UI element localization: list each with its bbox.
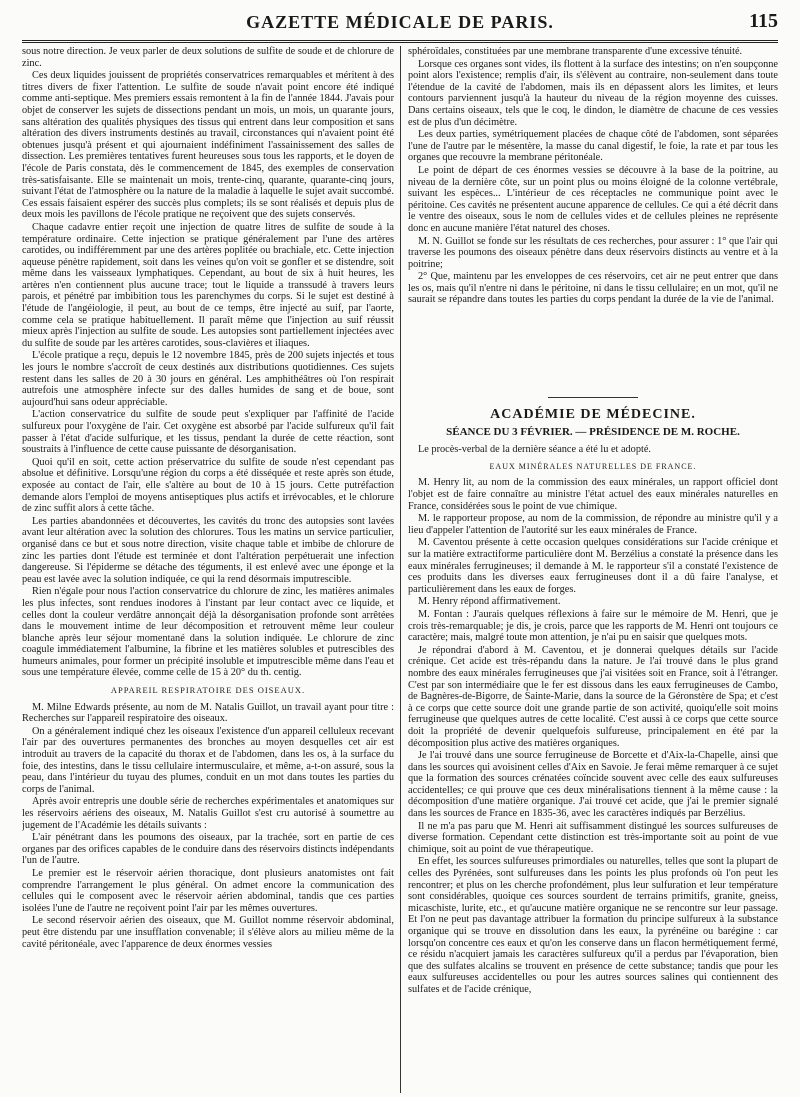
paragraph: Le second réservoir aérien des oiseaux, que M. Guillot nomme réservoir abdominal, peut être distendu par une insufflation convenable; il s'élève alors au milieu même de la cavité péritonéale, avec l'apparence de deux énormes vessies [22,915,394,950]
paragraph: Il ne m'a pas paru que M. Henri ait suffisamment distingué les sources sulfureuses de diverse formation. Cependant cette distinction est très-importante soit au point de vue chimique, soit au point de vue thérapeutique. [408,820,778,855]
paragraph: M. Henry répond affirmativement. [418,596,561,608]
paragraph: M. N. Guillot se fonde sur les résultats de ces recherches, pour assurer : 1° que l'air qui traverse les poumons des oiseaux pénètre dans deux réservoirs distincts au ventre et à la poitrine; [408,235,778,270]
subsection-heading: EAUX MINÉRALES NATURELLES DE FRANCE. [489,461,697,471]
paragraph: Ces deux liquides jouissent de propriétés conservatrices remarquables et méritent à des titres divers de fixer l'attention. Le sulfite de soude n'avait point encore été indiqué comme anti-septique. Mes premiers essais remontent à la fin de l'année 1844. J'avais pour objet de conserver les sujets de dissections pendant un mois, un mois, un quarante jours, sans altération des qualités physiques des tissus qui entrent dans leur composition et sans altération des divers instruments destinés au travail, circonstances qui n'avaient point été obtenues jusqu'à présent et qui ajournaient indéfiniment l'assainissement des salles de dissection. Les premières tentatives furent heureuses sous tous les rapports, et le doyen de l'école de Paris constata, dès le commencement de 1845, des exemples de conservation très-satisfaisante. Elle se maintenait un mois, trente-cinq, quarante, quarante-cinq jours, suivant l'état de l'atmosphère ou la nature de la maladie à laquelle le sujet avait succombé. Ces essais faisaient espérer des succès plus complets; ils se sont réalisés et depuis plus de deux mois les pavillons de l'école pratique ne reçoivent que des sujets conservés. [22,70,394,221]
paragraph: Le premier est le réservoir aérien thoracique, dont plusieurs anatomistes ont fait comprendre l'arrangement le plus général. On admet encore la communication des cellules qui le composent avec le réservoir aérien abdominal, tandis que ces parties isolées l'une de l'autre ne reçoivent point l'air par les mêmes ouvertures. [22,867,394,914]
paragraph: Rien n'égale pour nous l'action conservatrice du chlorure de zinc, les matières animales les plus infectes, sont rendues inodores à l'instant par leur contact avec ce liquide, et celles dont la couleur verdâtre annonçait déjà la désorganisation profonde sont arrêtées dans le mouvement intime de leur décomposition et retrouvent même leur couleur blanche après leur séjour momentané dans la solution indiquée. Le chlorure de zinc coagule immédiatement l'albumine, la fibrine et les matières solubles et putrescibles des humeurs animales, pour former un précipité insoluble et imputrescible même dans l'eau et sous une température élevée, comme celle de 15 à 20° du th. centig. [22,586,394,679]
paragraph: M. Henry lit, au nom de la commission des eaux minérales, un rapport officiel dont l'objet est de faire connaître au ministre l'état actuel des eaux minérales naturelles en France, considérées sous le point de vue chimique. [408,477,778,512]
right-column [408,46,778,1093]
paragraph: 2° Que, maintenu par les enveloppes de ces réservoirs, cet air ne peut entrer que dans les os, mais qu'il n'entre ni dans le péritoine, ni dans le tissu cellulaire; en un mot, qu'il ne saurait se répandre dans toutes les parties du corps pendant la durée de la vie de l'animal. [408,271,778,306]
blank-space [408,307,778,387]
paragraph: Lorsque ces organes sont vides, ils flottent à la surface des intestins; on n'en soupçonne point alors l'existence; remplis d'air, ils s'élèvent au contraire, non-seulement dans toute l'étendue de la cavité de l'abdomen, mais ils en dépassent alors les limites, et leurs contours parviennent jusqu'à la hauteur du niveau de la région moyenne des cuisses. Dans certains oiseaux, tels que le coq, le dindon, le diamètre de chacune de ces vessies est de plus d'un décimètre. [408,58,778,128]
paragraph: sous notre direction. Je veux parler de deux solutions de sulfite de soude et de chlorure de zinc. [22,46,394,69]
paragraph: Les parties abandonnées et découvertes, les cavités du tronc des autopsies sont lavées avant leur altération avec la solution des chlorures. Tous les matins un service particulier, organisé dans ce but et sous notre direction, visite chaque table et imbibe de chlorure de zinc les parties dont l'étude est terminée et dont l'altération perpétuerait une infection dangereuse. Si l'épiderme se détache des téguments, il est enlevé avec une éponge et la peau est lavée avec la solution indiquée, ce qui la rend désormais imputrescible. [22,515,394,585]
paragraph: On a généralement indiqué chez les oiseaux l'existence d'un appareil celluleux recevant l'air par des ouvertures permanentes des bronches au moyen desquelles cet air est introduit au travers de la capacité du thorax et de l'abdomen, dans les os, à la surface du foie, des intestins, dans le tissu cellulaire intermusculaire, et même, a-t-on assuré, sous la peau, dans l'intérieur du tuyau des plumes, conduit en un mot dans toutes les parties du corps de l'animal. [22,725,394,795]
section-heading: APPAREIL RESPIRATOIRE DES OISEAUX. [110,685,306,696]
left-column [22,46,394,1093]
paragraph: Je l'ai trouvé dans une source ferrugineuse de Borcette et d'Aix-la-Chapelle, ainsi que dans les sources qui avoisinent celles d'Aix en Savoie. Je ferai même remarquer à ce sujet que la formation des sources crénatées coïncide souvent avec celle des eaux sulfureuses accidentelles; ce qui prouve que ces deux minéralisations tiennent à la même cause : la décomposition d'une matière organique. J'ai trouvé cet acide, que j'ai le premier signalé dans les sources de France en 1835-36, avec les caractères indiqués par Berzélius. [408,750,778,820]
paragraph: Le point de départ de ces énormes vessies se découvre à la base de la poitrine, au niveau de la dernière côte, sur un point plus ou moins éloigné de la colonne vertébrale, suivant les espèces... L'intérieur de ces réceptacles ne communique point avec le péritoine. Ces cavités ne présentent aucune apparence de cellules. Ce qui a été décrit dans le ventre des oiseaux, sous le nom de cellules vides et de cellules pleines ne représente donc en aucune manière l'état naturel des choses. [408,164,778,234]
page-header [22,10,778,43]
paragraph: L'action conservatrice du sulfite de soude peut s'expliquer par l'affinité de l'acide sulfureux pour l'oxygène de l'air. Cet oxygène est absorbé par l'acide sulfureux qu'il fait passer à l'état d'acide sulfurique, et les tissus, pendant la durée de cette réaction, sont soustraits à l'influence de cette cause puissante de désorganisation. [22,409,394,456]
paragraph: Le procès-verbal de la dernière séance a été lu et adopté. [418,444,651,456]
paragraph: M. le rapporteur propose, au nom de la commission, de répondre au ministre qu'il y a lieu d'appeler l'attention de l'autorité sur les eaux minérales de France. [408,513,778,536]
paragraph: M. Fontan : J'aurais quelques réflexions à faire sur le mémoire de M. Henri, que je crois très-remarquable; je dis, je crois, parce que les rapports de M. Henri ont toujours ce caractère; mais, malgré toute mon attention, je n'ai pu en saisir que quelques mots. [408,608,778,644]
paragraph: sphéroïdales, constituées par une membrane transparente d'une excessive ténuité. [408,46,743,57]
paragraph: Je répondrai d'abord à M. Caventou, et je donnerai quelques détails sur l'acide crénique. Cet acide est très-répandu dans la nature. Je l'ai trouvé dans le plus grand nombre des eaux minérales ferrugineuses que j'ai visitées soit en France, soit à l'étranger. C'est par son intermédiaire que le fer est dissous dans les eaux ferrugineuses de Cambo, de Bagnères-de-Bigorre, de Sainte-Marie, dans la source de la Géronstère de Spa; et c'est à ce corps que cette source doit une grande partie de son activité, quoiqu'elle soit moins ferrugineuse que quelques autres de cette localité. C'est aussi à ce corps que cette source doit la propriété de devenir quelquefois sulfureuse, principalement en été par la décomposition plus active des matières organiques. [408,644,778,749]
paragraph: M. Milne Edwards présente, au nom de M. Natalis Guillot, un travail ayant pour titre : Recherches sur l'appareil respiratoire des oiseaux. [22,701,394,725]
paragraph: Quoi qu'il en soit, cette action préservatrice du sulfite de soude n'est cependant pas absolue et définitive. Lorsqu'une région du corps a été disséquée et reste après son étude, exposée au contact de l'air, elle s'altère au bout de 10 à 15 jours. Cette putréfaction demande alors l'emploi de moyens antiseptiques plus actifs et irrévocables, et le chlorure de zinc suffit alors à cette tâche. [22,456,394,515]
paragraph: L'air pénétrant dans les poumons des oiseaux, par la trachée, sort en partie de ces organes par des orifices capables de le conduire dans des réservoirs distincts indépendants l'un de l'autre. [22,832,394,867]
paragraph: L'école pratique a reçu, depuis le 12 novembre 1845, près de 200 sujets injectés et tous les jours le nombre s'accroît de ceux destinés aux distributions quotidiennes. Ces sujets restent dans les salles de 20 à 30 jours en général. Les amphithéâtres où l'on respirait autrefois une atmosphère infecte sur des dalles humides de sang et de boue, sont aujourd'hui sans odeur appréciable. [22,350,394,408]
paragraph: Les deux parties, symétriquement placées de chaque côté de l'abdomen, sont séparées l'une de l'autre par le mésentère, la masse du canal digestif, le foie, la rate et par tous les organes que recouvre la membrane péritonéale. [408,129,778,164]
journal-title: GAZETTE MÉDICALE DE PARIS. [246,12,554,32]
session-heading: SÉANCE DU 3 FÉVRIER. — PRÉSIDENCE DE M. ROCHE. [446,425,740,438]
paragraph: Après avoir entrepris une double série de recherches expérimentales et anatomiques sur les réservoirs aériens des oiseaux, M. Natalis Guillot s'est cru autorisé à soumettre au jugement de l'Académie les détails suivants : [22,796,394,831]
section-title: ACADÉMIE DE MÉDECINE. [490,407,696,423]
paragraph: M. Caventou présente à cette occasion quelques considérations sur l'acide crénique et sur la matière extractiforme particulière dont M. Berzélius a constaté la présence dans les eaux minérales ferrugineuses; il demande à M. le rapporteur s'il a constaté l'existence de ces produits dans les diverses eaux ferrugineuses dont il a dû faire l'analyse, et particulièrement dans les eaux de forges. [408,537,778,595]
paragraph: Chaque cadavre entier reçoit une injection de quatre litres de sulfite de soude à la température ordinaire. Cette injection se pratique généralement par l'une des artères carotides, ou indifféremment par une des artères poplitée ou brachiale, etc. Cette injection aqueuse pénètre rapidement, soit dans les veines qu'on voit se gonfler et se distendre, soit même dans les vaisseaux lymphatiques. Cependant, au bout de six à huit heures, les artères n'en contiennent plus aucune trace; tout le liquide a transsudé à travers leurs parois, et pénétré par imbibition tous les parenchymes du corps. Si le sujet est destiné à l'étude de l'angéiologie, il peut, au bout de ce temps, être injecté au suif, par l'aorte, comme cela se pratique habituellement. Il paraît même que l'injection au suif réussit mieux après l'injection au sulfite de soude. Les autopsies sont partiellement injectées avec du sulfite de soude par les artères carotides, sous-clavières et iliaques. [22,221,394,349]
separator-rule [548,397,638,399]
column-divider [400,46,401,1093]
paragraph: En effet, les sources sulfureuses primordiales ou naturelles, telles que sont la plupart de celles des Pyrénées, sont sulfureuses dans les points les plus profonds où l'on peut les rencontrer; et plus on les cherche profondément, plus leur sulfuration et leur température sont considérables, quoique ces sources sourdent de terrains primitifs, granite, gneiss, micaschiste, lurite, etc., et qu'aucune matière organique ne se rencontre sur leur passage. Et l'on ne peut pas davantage attribuer la formation du principe sulfureux à la substance organique qui se trouve en dissolution dans les eaux, la pyrénéine ou barégine : car lorsqu'on concentre ces eaux et qu'on les conserve dans un flacon hermétiquement fermé, ce résidu n'acquiert jamais les caractères sulfureux qu'il a perdus par l'évaporation, bien que des sulfates alcalins se trouvent en présence de cette substance; tandis que pour les eaux sulfureuses accidentelles ou pour les autres sources salines qui contiennent des sulfates et de l'acide crénique, [408,856,778,995]
page-number: 115 [749,10,778,32]
